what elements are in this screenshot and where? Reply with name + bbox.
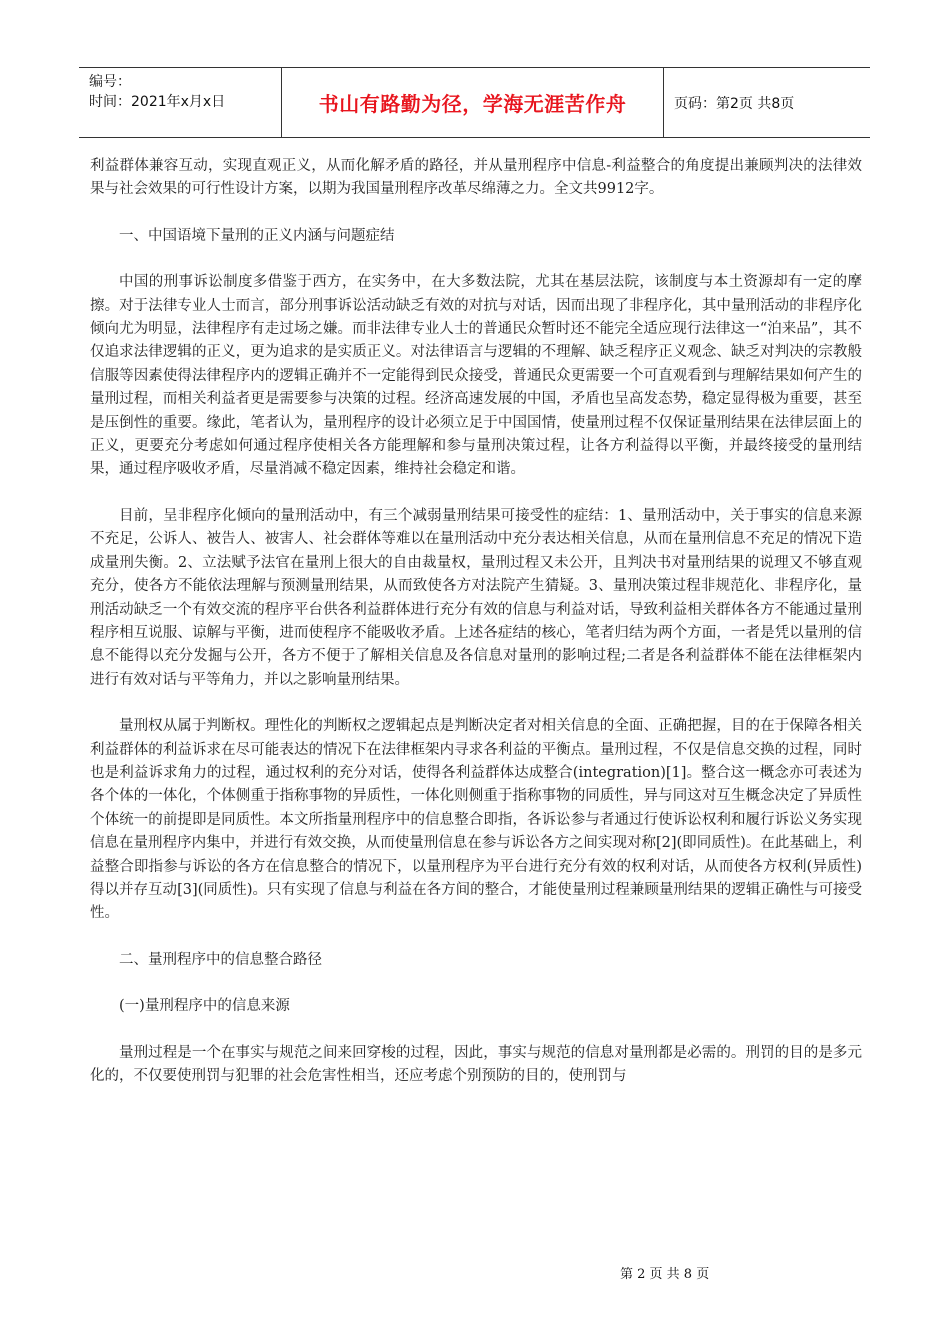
header-motto: 书山有路勤为径，学海无涯苦作舟 bbox=[281, 68, 664, 137]
page-header bbox=[79, 67, 870, 138]
body-paragraph: 量刑权从属于判断权。理性化的判断权之逻辑起点是判断决定者对相关信息的全面、正确把握，目的在于保障各相关利益群体的利益诉求在尽可能表达的情况下在法律框架内寻求各利益的平衡点。量刑过程，不仅是信息交换的过程，同时也是利益诉求角力的过程，通过权利的充分对话，使得各利益群体达成整合(integration)[1]。整合这一概念亦可表述为各个体的一体化，个体侧重于指称事物的异质性，一体化则侧重于指称事物的同质性，异与同这对互生概念决定了异质性个体统一的前提即是同质性。本文所指量刑程序中的信息整合即指，各诉讼参与者通过行使诉讼权利和履行诉讼义务实现信息在量刑程序内集中，并进行有效交换，从而使量刑信息在参与诉讼各方之间实现对称[2](即同质性)。在此基础上，利益整合即指参与诉讼的各方在信息整合的情况下，以量刑程序为平台进行充分有效的权利对话，从而使各方权利(异质性)得以并存互动[3](同质性)。只有实现了信息与利益在各方间的整合，才能使量刑过程兼顾量刑结果的逻辑正确性与可接受性。 bbox=[90, 718, 862, 922]
body-paragraph: 目前，呈非程序化倾向的量刑活动中，有三个减弱量刑结果可接受性的症结：1、量刑活动中，关于事实的信息来源不充足，公诉人、被告人、被害人、社会群体等难以在量刑活动中充分表达相关信息，从而在量刑信息不充足的情况下造成量刑失衡。2、立法赋予法官在量刑上很大的自由裁量权，量刑过程又未公开，且判决书对量刑结果的说理又不够直观充分，使各方不能依法理解与预测量刑结果，从而致使各方对法院产生猜疑。3、量刑决策过程非规范化、非程序化，量刑活动缺乏一个有效交流的程序平台供各利益群体进行充分有效的信息与利益对话，导致利益相关群体各方不能通过量刑程序相互说服、谅解与平衡，进而使程序不能吸收矛盾。上述各症结的核心，笔者归结为两个方面，一者是凭以量刑的信息不能得以充分发掘与公开，各方不便于了解相关信息及各信息对量刑的影响过程;二者是各利益群体不能在法律框架内进行有效对话与平等角力，并以之影响量刑结果。 bbox=[90, 507, 862, 688]
document-time-label: 时间：2021年x月x日 bbox=[89, 94, 226, 110]
paragraph-continuation: 利益群体兼容互动，实现直观正义，从而化解矛盾的路径，并从量刑程序中信息-利益整合的角度提出兼顾判决的法律效果与社会效果的可行性设计方案，以期为我国量刑程序改革尽绵薄之力。全文共9912字。 bbox=[90, 158, 862, 198]
subsection-heading: (一)量刑程序中的信息来源 bbox=[119, 998, 290, 1015]
header-meta bbox=[79, 68, 281, 137]
section-heading-1: 一、中国语境下量刑的正义内涵与问题症结 bbox=[119, 227, 395, 244]
header-page-number: 页码：第2页 共8页 bbox=[674, 95, 795, 112]
body-paragraph: 量刑过程是一个在事实与规范之间来回穿梭的过程，因此，事实与规范的信息对量刑都是必需的。刑罚的目的是多元化的，不仅要使刑罚与犯罪的社会危害性相当，还应考虑个别预防的目的，使刑罚与 bbox=[90, 1044, 862, 1084]
document-number-label: 编号： bbox=[89, 74, 131, 90]
section-heading-2: 二、量刑程序中的信息整合路径 bbox=[119, 951, 322, 968]
body-paragraph: 中国的刑事诉讼制度多借鉴于西方，在实务中，在大多数法院，尤其在基层法院，该制度与本土资源却有一定的摩擦。对于法律专业人士而言，部分刑事诉讼活动缺乏有效的对抗与对话，因而出现了非程序化，其中量刑活动的非程序化倾向尤为明显，法律程序有走过场之嫌。而非法律专业人士的普通民众暂时还不能完全适应现行法律这一“泊来品”，其不仅追求法律逻辑的正义，更为追求的是实质正义。对法律语言与逻辑的不理解、缺乏程序正义观念、缺乏对判决的宗教般信服等因素使得法律程序内的逻辑正确并不一定能得到民众接受，普通民众更需要一个可直观看到与理解结果如何产生的量刑过程，而相关利益者更是需要参与决策的过程。经济高速发展的中国，矛盾也呈高发态势，稳定显得极为重要，甚至是压倒性的重要。缘此，笔者认为，量刑程序的设计必须立足于中国国情，使量刑过程不仅保证量刑结果在法律层面上的正义，更要充分考虑如何通过程序使相关各方能理解和参与量刑决策过程，让各方利益得以平衡，并最终接受的量刑结果，通过程序吸收矛盾，尽量消减不稳定因素，维持社会稳定和谐。 bbox=[90, 274, 862, 478]
page-footer: 第 2 页 共 8 页 bbox=[620, 1267, 710, 1282]
document-body bbox=[90, 155, 862, 1111]
